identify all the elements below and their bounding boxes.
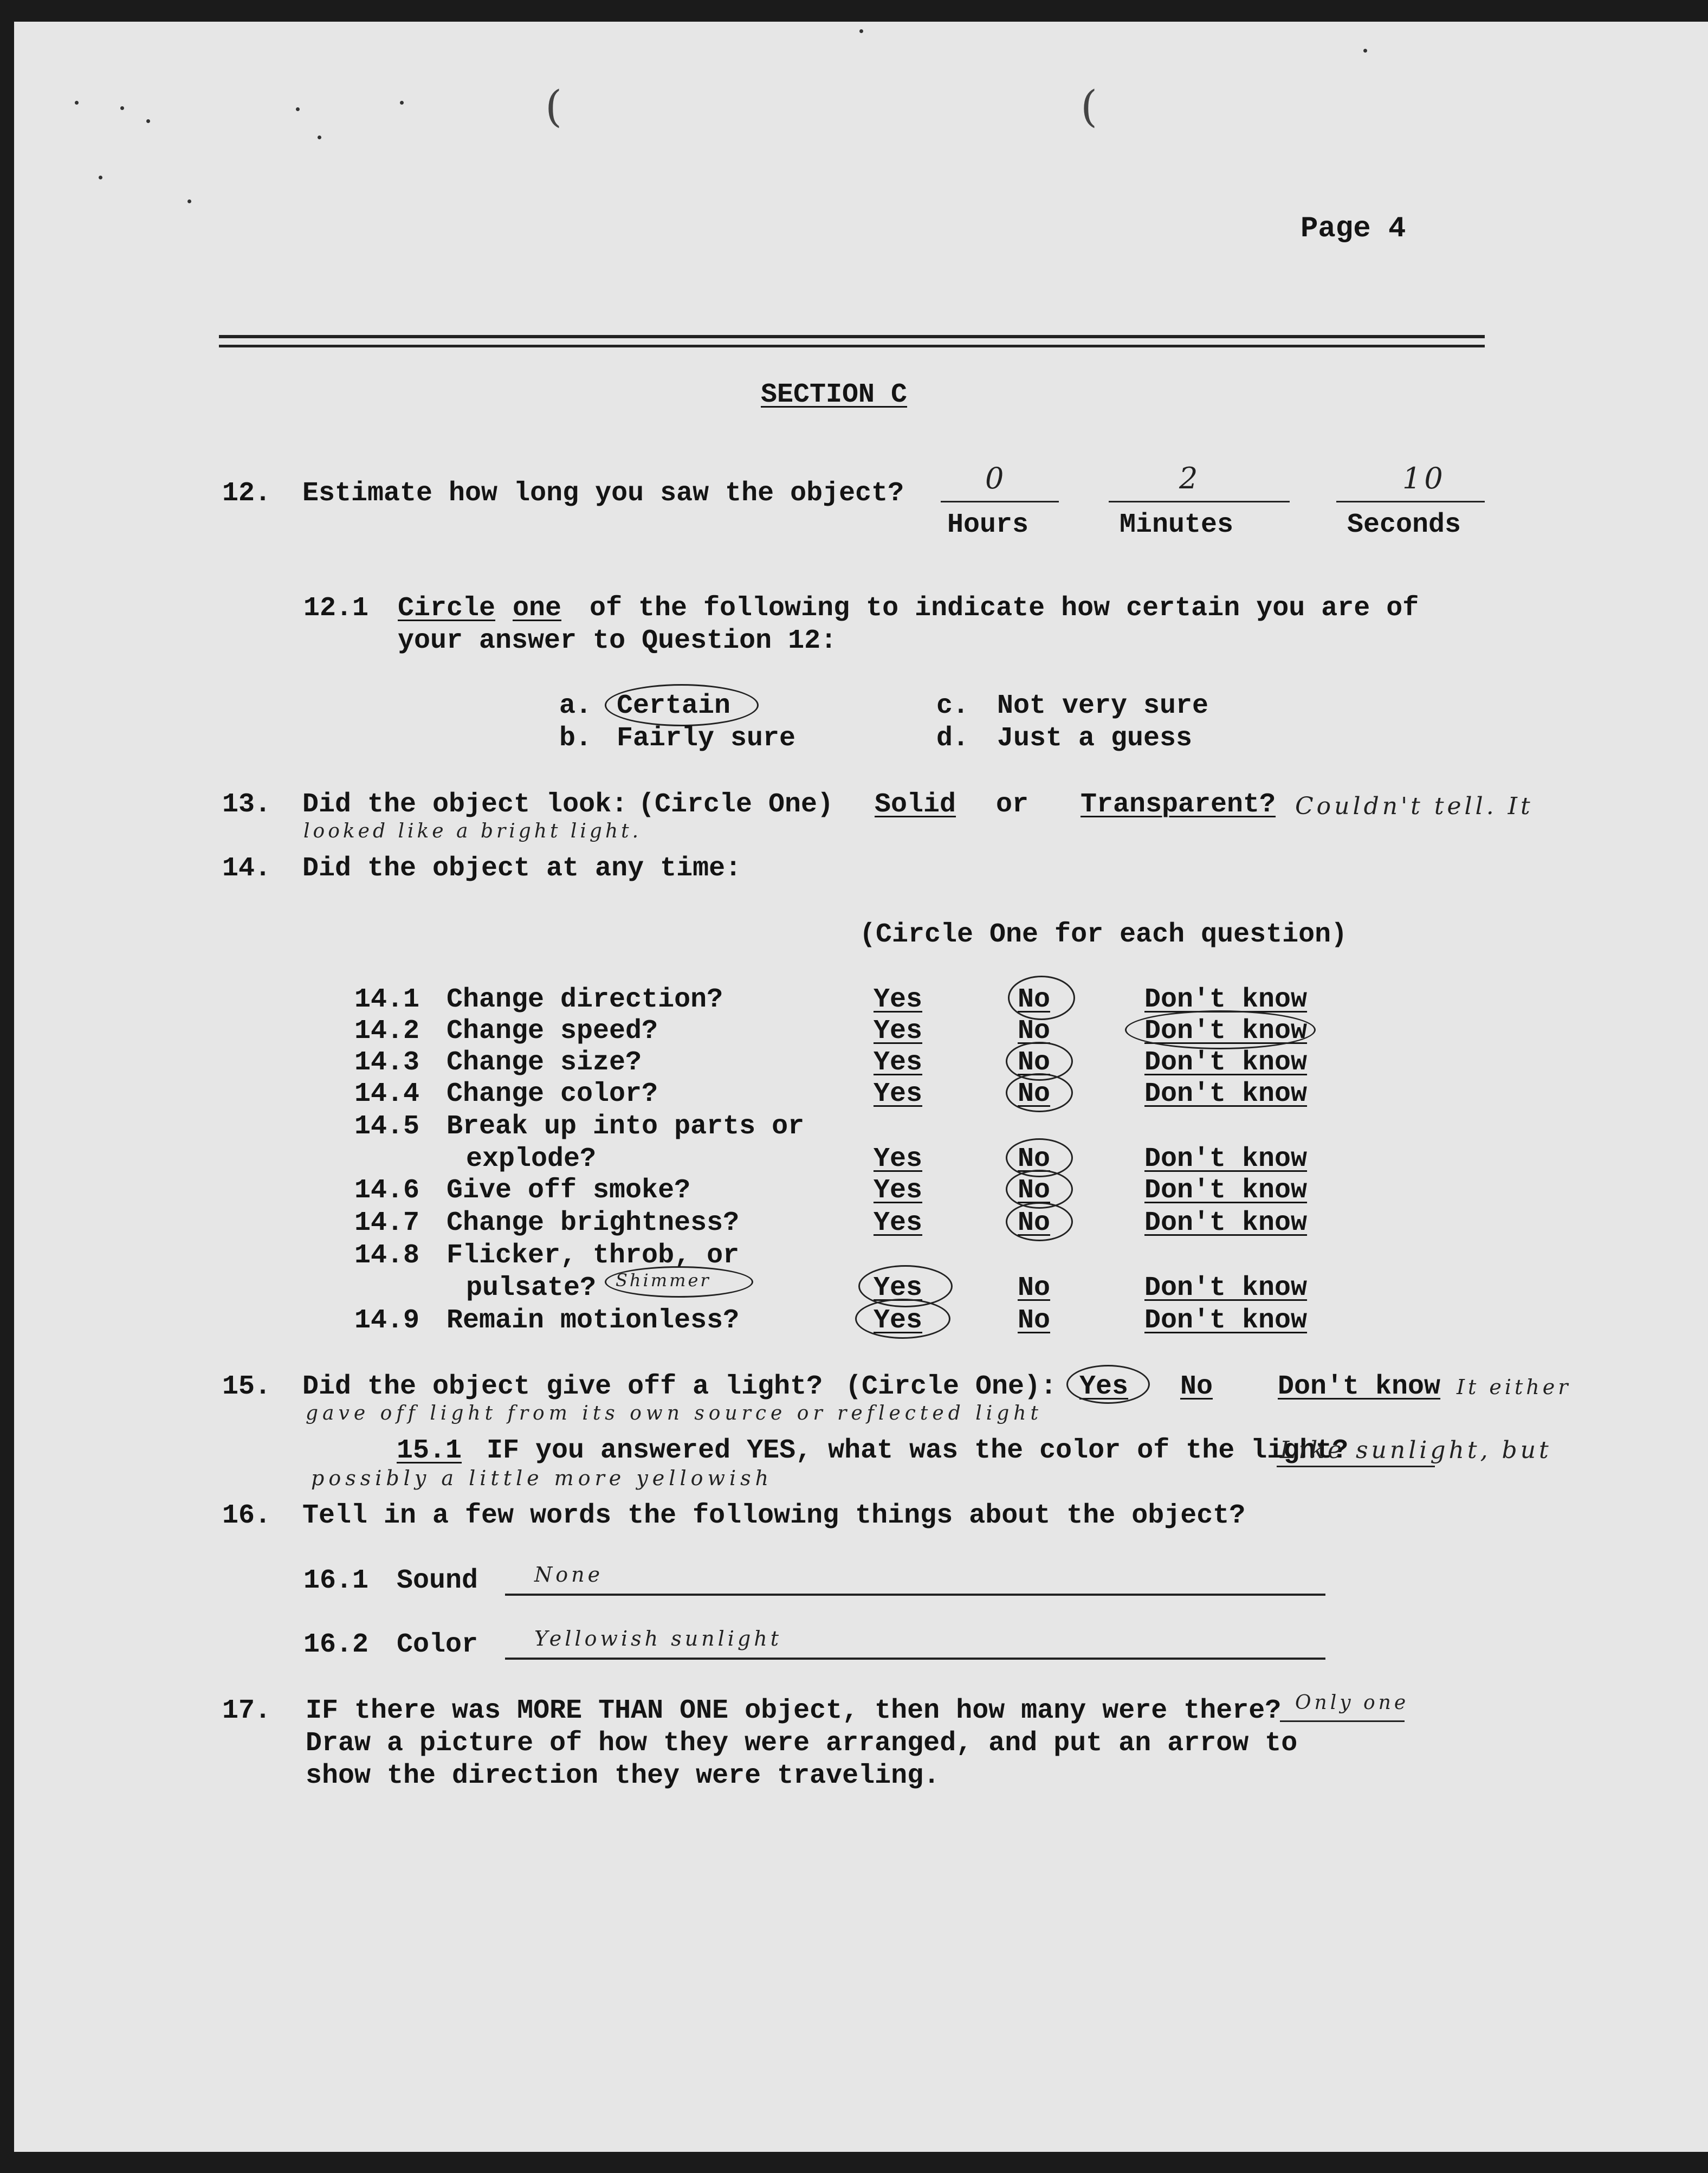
- yes-option: Yes: [874, 1144, 923, 1175]
- q13-option-transparent: Transparent?: [1081, 789, 1276, 820]
- q13-number: 13.: [222, 789, 271, 820]
- item-number: 14.8: [354, 1240, 420, 1271]
- scan-speck: [400, 101, 404, 105]
- q16-2-number: 16.2: [303, 1629, 369, 1660]
- q17-line2: Draw a picture of how they were arranged, and put an arrow to: [306, 1728, 1298, 1759]
- item-text: Change brightness?: [447, 1208, 740, 1239]
- q14-instruction: (Circle One for each question): [859, 919, 1348, 950]
- yes-option: Yes: [874, 1047, 923, 1078]
- q16-2-answer-line: [505, 1658, 1325, 1660]
- q12-number: 12.: [222, 478, 271, 509]
- item-text: Remain motionless?: [447, 1305, 740, 1336]
- yes-option: Yes: [874, 1079, 923, 1110]
- q12-1-line1: of the following to indicate how certain you are of: [590, 593, 1419, 624]
- answer-circle: [855, 1299, 950, 1339]
- answer-circle: [605, 684, 759, 726]
- option-c-letter: c.: [936, 691, 969, 721]
- no-option: No: [1018, 1016, 1051, 1047]
- no-option: No: [1018, 1144, 1051, 1175]
- q17-number: 17.: [222, 1695, 271, 1726]
- q17-line3: show the direction they were traveling.: [306, 1761, 940, 1791]
- q15-handwritten-note-cont: gave off light from its own source or reflected light: [306, 1402, 1043, 1424]
- option-d-letter: d.: [936, 723, 969, 754]
- item-number: 14.7: [354, 1208, 420, 1239]
- dont-know-option: Don't know: [1144, 1273, 1308, 1304]
- q12-minutes-label: Minutes: [1120, 510, 1234, 540]
- q16-question: Tell in a few words the following things about the object?: [302, 1500, 1246, 1531]
- scan-speck: [1363, 49, 1367, 53]
- no-option: No: [1018, 1047, 1051, 1078]
- scan-speck: [187, 199, 191, 203]
- q12-1-one-word: one: [513, 593, 562, 624]
- q15-question: Did the object give off a light?: [302, 1371, 823, 1402]
- item-text: Give off smoke?: [447, 1175, 691, 1206]
- item-number: 14.9: [354, 1305, 420, 1336]
- q12-hours-label: Hours: [947, 510, 1029, 540]
- q17-answer: Only one: [1295, 1692, 1409, 1714]
- no-option: No: [1018, 1305, 1051, 1336]
- item-text-cont: explode?: [466, 1144, 597, 1175]
- item-number: 14.4: [354, 1079, 420, 1110]
- q16-number: 16.: [222, 1500, 271, 1531]
- dont-know-option: Don't know: [1144, 1047, 1308, 1078]
- q16-1-number: 16.1: [303, 1565, 369, 1596]
- q15-yes-option: Yes: [1079, 1371, 1129, 1402]
- handwritten-shimmer: Shimmer: [616, 1270, 711, 1291]
- q16-2-answer: Yellowish sunlight: [534, 1627, 782, 1650]
- scan-mark: (: [545, 81, 562, 132]
- option-d-text: Just a guess: [997, 723, 1193, 754]
- q15-instruction: (Circle One):: [845, 1371, 1057, 1402]
- q16-1-answer-line: [505, 1594, 1325, 1596]
- q15-1-answer-cont: possibly a little more yellowish: [311, 1466, 773, 1490]
- q12-seconds-label: Seconds: [1347, 510, 1461, 540]
- q12-1-line2: your answer to Question 12:: [398, 626, 837, 656]
- dont-know-option: Don't know: [1144, 1144, 1308, 1175]
- option-b-letter: b.: [559, 723, 592, 754]
- yes-option: Yes: [874, 1208, 923, 1239]
- item-number: 14.6: [354, 1175, 420, 1206]
- header-rule: [219, 335, 1485, 338]
- yes-option: Yes: [874, 1016, 923, 1047]
- item-text: Change speed?: [447, 1016, 658, 1047]
- option-a-letter: a.: [559, 691, 592, 721]
- q12-seconds-answer: 10: [1402, 461, 1446, 495]
- q15-1-answer: Like sunlight, but: [1280, 1436, 1552, 1464]
- no-option: No: [1018, 984, 1051, 1015]
- no-option: No: [1018, 1079, 1051, 1110]
- q15-1-answer-line: [1277, 1466, 1435, 1467]
- item-number: 14.1: [354, 984, 420, 1015]
- q12-hours-answer: 0: [985, 461, 1007, 495]
- scan-speck: [120, 106, 124, 110]
- q13-question: Did the object look:: [302, 789, 628, 820]
- q13-instruction: (Circle One): [638, 789, 834, 820]
- q16-2-label: Color: [397, 1629, 478, 1660]
- page-number: Page 4: [1301, 212, 1406, 246]
- q17-line1: IF there was MORE THAN ONE object, then how many were there?: [306, 1695, 1282, 1726]
- q16-1-answer: None: [534, 1563, 604, 1587]
- scan-speck: [146, 119, 150, 123]
- no-option: No: [1018, 1273, 1051, 1304]
- q12-1-number: 12.1: [303, 593, 369, 624]
- document-page: [14, 22, 1708, 2152]
- item-text-cont: pulsate?: [466, 1273, 597, 1304]
- answer-circle: [1125, 1010, 1316, 1049]
- q15-1-question: IF you answered YES, what was the color of the light?: [487, 1435, 1349, 1466]
- q13-handwritten-note: Couldn't tell. It: [1295, 792, 1534, 820]
- item-text: Change size?: [447, 1047, 642, 1078]
- item-text: Break up into parts or: [447, 1111, 805, 1142]
- option-b-text: Fairly sure: [617, 723, 796, 754]
- item-text: Flicker, throb, or: [447, 1240, 740, 1271]
- q15-handwritten-note: It either: [1457, 1375, 1571, 1399]
- scan-speck: [296, 107, 300, 111]
- no-option: No: [1018, 1175, 1051, 1206]
- scan-speck: [318, 136, 321, 139]
- scan-speck: [99, 176, 102, 179]
- q13-option-solid: Solid: [875, 789, 956, 820]
- yes-option: Yes: [874, 1305, 923, 1336]
- dont-know-option: Don't know: [1144, 1208, 1308, 1239]
- dont-know-option: Don't know: [1144, 984, 1308, 1015]
- scan-speck: [859, 29, 863, 33]
- q12-seconds-line: [1336, 501, 1485, 502]
- yes-option: Yes: [874, 1273, 923, 1304]
- yes-option: Yes: [874, 984, 923, 1015]
- q15-dont-know-option: Don't know: [1278, 1371, 1441, 1402]
- q12-question: Estimate how long you saw the object?: [302, 478, 904, 509]
- item-text: Change color?: [447, 1079, 658, 1110]
- answer-circle: [1006, 1202, 1073, 1241]
- section-title: SECTION C: [761, 379, 908, 410]
- no-option: No: [1018, 1208, 1051, 1239]
- q15-number: 15.: [222, 1371, 271, 1402]
- dont-know-option: Don't know: [1144, 1016, 1308, 1047]
- q13-or: or: [996, 789, 1029, 820]
- option-c-text: Not very sure: [997, 691, 1209, 721]
- q12-1-circle-word: Circle: [398, 593, 496, 624]
- q13-handwritten-note-cont: looked like a bright light.: [303, 820, 642, 842]
- q15-no-option: No: [1180, 1371, 1213, 1402]
- answer-circle: [1006, 1073, 1073, 1112]
- q14-question: Did the object at any time:: [302, 853, 742, 884]
- answer-circle: [1008, 976, 1075, 1020]
- dont-know-option: Don't know: [1144, 1079, 1308, 1110]
- q16-1-label: Sound: [397, 1565, 478, 1596]
- dont-know-option: Don't know: [1144, 1175, 1308, 1206]
- scan-speck: [75, 101, 79, 105]
- answer-circle: [1066, 1365, 1150, 1404]
- q15-1-number: 15.1: [397, 1435, 462, 1466]
- item-number: 14.5: [354, 1111, 420, 1142]
- dont-know-option: Don't know: [1144, 1305, 1308, 1336]
- item-text: Change direction?: [447, 984, 723, 1015]
- item-number: 14.2: [354, 1016, 420, 1047]
- q12-hours-line: [941, 501, 1059, 502]
- header-rule: [219, 345, 1485, 347]
- q17-answer-line: [1280, 1720, 1405, 1722]
- option-a-text: Certain: [617, 691, 731, 721]
- item-number: 14.3: [354, 1047, 420, 1078]
- yes-option: Yes: [874, 1175, 923, 1206]
- answer-circle: [605, 1266, 753, 1298]
- scan-mark: (: [1081, 81, 1098, 132]
- q12-minutes-line: [1109, 501, 1290, 502]
- q14-number: 14.: [222, 853, 271, 884]
- q12-minutes-answer: 2: [1179, 461, 1201, 495]
